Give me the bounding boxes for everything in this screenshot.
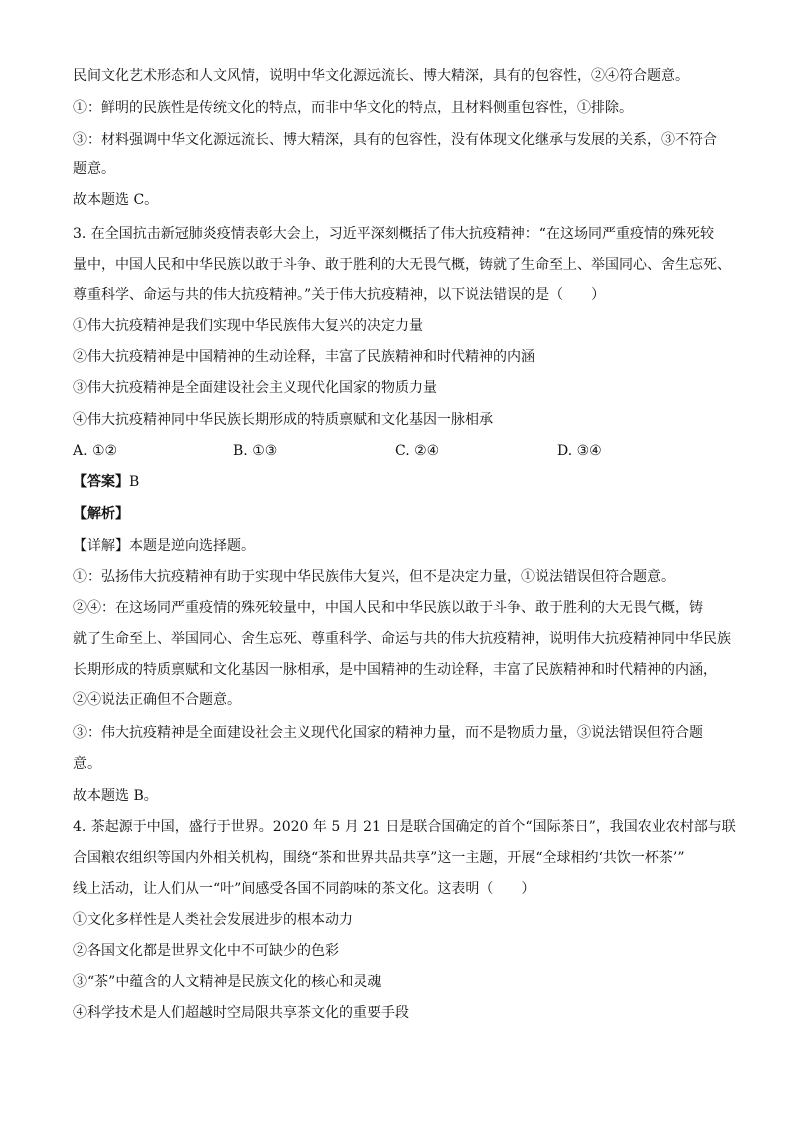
question-4-item: ②各国文化都是世界文化中不可缺少的色彩 (73, 943, 339, 959)
text-line: ③：材料强调中华文化源远流长、博大精深，具有的包容性，没有体现文化继承与发展的关系，③不符合 (73, 132, 717, 148)
explanation-line: 故本题选 B。 (73, 788, 158, 804)
question-3-stem: 量中，中国人民和中华民族以敢于斗争、敢于胜利的大无畏气概，铸就了生命至上、举国同心、舍生忘死、 (73, 257, 731, 273)
explanation-line: 长期形成的特质禀赋和文化基因一脉相承，是中国精神的生动诠释，丰富了民族精神和时代精神的内涵， (73, 662, 717, 678)
explanation-line: ①：弘扬伟大抗疫精神有助于实现中华民族伟大复兴，但不是决定力量，①说法错误但符合题意。 (73, 569, 675, 585)
option-c: C. ②④ (395, 443, 440, 459)
question-4-item: ③“茶”中蕴含的人文精神是民族文化的核心和灵魂 (73, 974, 382, 990)
explanation-line: ③：伟大抗疫精神是全面建设社会主义现代化国家的精神力量，而不是物质力量，③说法错误但符合题 (73, 725, 703, 741)
question-3-stem: 3. 在全国抗击新冠肺炎疫情表彰大会上，习近平深刻概括了伟大抗疫精神：“在这场同严重疫情的殊死较 (73, 226, 714, 242)
question-4-stem: 合国粮农组织等国内外相关机构，围绕“茶和世界共品共享”这一主题，开展“全球相约‘共饮一杯茶’” (73, 850, 685, 866)
question-4-stem: 4. 茶起源于中国，盛行于世界。2020 年 5 月 21 日是联合国确定的首个“国际茶日”，我国农业农村部与联 (73, 819, 736, 835)
explanation-line: ②④：在这场同严重疫情的殊死较量中，中国人民和中华民族以敢于斗争、敢于胜利的大无畏气概，铸 (73, 600, 703, 616)
explanation-line: 就了生命至上、举国同心、舍生忘死、尊重科学、命运与共的伟大抗疫精神，说明伟大抗疫精神同中华民族 (73, 631, 731, 647)
question-3-item: ②伟大抗疫精神是中国精神的生动诠释，丰富了民族精神和时代精神的内涵 (73, 349, 535, 365)
analysis-tag: 【解析】 (73, 506, 129, 522)
text-line: ①：鲜明的民族性是传统文化的特点，而非中华文化的特点，且材料侧重包容性，①排除。 (73, 100, 633, 116)
explanation-line: 意。 (73, 756, 101, 772)
question-4-item: ④科学技术是人们超越时空局限共享茶文化的重要手段 (73, 1005, 409, 1021)
text-line: 题意。 (73, 161, 115, 177)
question-3-item: ④伟大抗疫精神同中华民族长期形成的特质禀赋和文化基因一脉相承 (73, 412, 493, 428)
explanation-line: ②④说法正确但不合题意。 (73, 692, 241, 708)
question-4-stem: 线上活动，让人们从一“叶”间感受各国不同韵味的茶文化。这表明（ ） (73, 881, 536, 897)
text-line: 民间文化艺术形态和人文风情，说明中华文化源远流长、博大精深，具有的包容性，②④符合题意。 (73, 68, 689, 84)
option-d: D. ③④ (557, 443, 602, 459)
question-3-stem: 尊重科学、命运与共的伟大抗疫精神。”关于伟大抗疫精神，以下说法错误的是（ ） (73, 287, 606, 303)
answer-line (73, 472, 734, 492)
question-4-item: ①文化多样性是人类社会发展进步的根本动力 (73, 912, 353, 928)
option-a: A. ①② (73, 443, 118, 459)
answer-tag: 【答案】 (73, 474, 129, 490)
question-3-item: ③伟大抗疫精神是全面建设社会主义现代化国家的物质力量 (73, 380, 437, 396)
detail-line: 【详解】本题是逆向选择题。 (73, 538, 255, 554)
answer-value: B (129, 474, 140, 490)
option-b: B. ①③ (233, 443, 278, 459)
question-3-item: ①伟大抗疫精神是我们实现中华民族伟大复兴的决定力量 (73, 318, 423, 334)
text-line: 故本题选 C。 (73, 192, 159, 208)
question-3-options (73, 441, 733, 461)
